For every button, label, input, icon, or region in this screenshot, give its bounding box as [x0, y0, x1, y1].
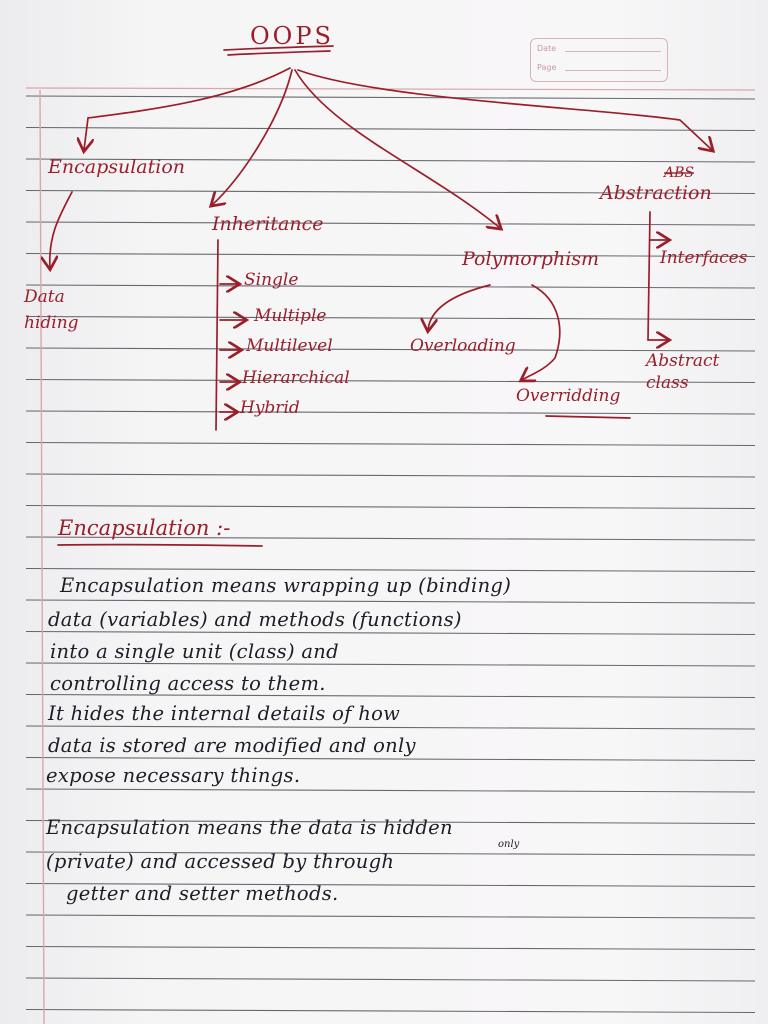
date-label: Date	[537, 44, 557, 53]
arrow-to-data-hiding	[50, 192, 72, 268]
section-heading: Encapsulation :-	[58, 516, 231, 540]
para1-line: into a single unit (class) and	[50, 640, 339, 663]
inheritance-spine	[216, 240, 218, 430]
mindmap-title: OOPS	[250, 22, 334, 50]
node-overloading: Overloading	[410, 336, 516, 356]
abstraction-spine	[648, 212, 650, 340]
arrow-to-overriding	[522, 285, 560, 380]
arrow-to-encapsulation	[84, 68, 290, 150]
node-interfaces: Interfaces	[660, 248, 748, 268]
inheritance-type-hybrid: Hybrid	[240, 398, 300, 418]
inheritance-type-hierarchical: Hierarchical	[242, 368, 350, 388]
struck-word: ABS	[664, 165, 694, 181]
para3-line: (private) and accessed by through	[46, 850, 395, 873]
para1-line: controlling access to them.	[50, 672, 326, 695]
node-polymorphism: Polymorphism	[462, 248, 600, 270]
overriding-underline	[546, 416, 630, 418]
node-abstract-class: Abstract class	[646, 351, 720, 393]
node-encapsulation: Encapsulation	[48, 156, 186, 178]
arrow-to-abstraction	[298, 70, 712, 150]
node-data-hiding: Data hiding	[24, 287, 79, 333]
inheritance-type-multilevel: Multilevel	[246, 336, 333, 356]
para2-line: It hides the internal details of how	[48, 702, 401, 725]
para3-insert: only	[498, 839, 520, 850]
node-abstraction: Abstraction	[600, 182, 712, 204]
para2-line: data is stored are modified and only	[48, 734, 416, 757]
arrow-to-inheritance	[212, 70, 292, 205]
arrow-to-polymorphism	[295, 70, 500, 228]
heading-underline	[58, 545, 262, 546]
inheritance-type-single: Single	[244, 270, 299, 290]
para3-line: Encapsulation means the data is hidden	[46, 816, 453, 839]
inheritance-type-multiple: Multiple	[254, 306, 327, 326]
title-underline-2	[228, 51, 330, 55]
node-inheritance: Inheritance	[212, 213, 324, 235]
para1-line: data (variables) and methods (functions)	[48, 608, 462, 631]
para3-line: getter and setter methods.	[66, 882, 339, 905]
para2-line: expose necessary things.	[46, 764, 301, 787]
para1-line: Encapsulation means wrapping up (binding)	[60, 574, 512, 597]
arrow-to-overloading	[428, 285, 490, 330]
page-label: Page	[537, 63, 557, 72]
node-overriding: Overridding	[516, 386, 621, 406]
